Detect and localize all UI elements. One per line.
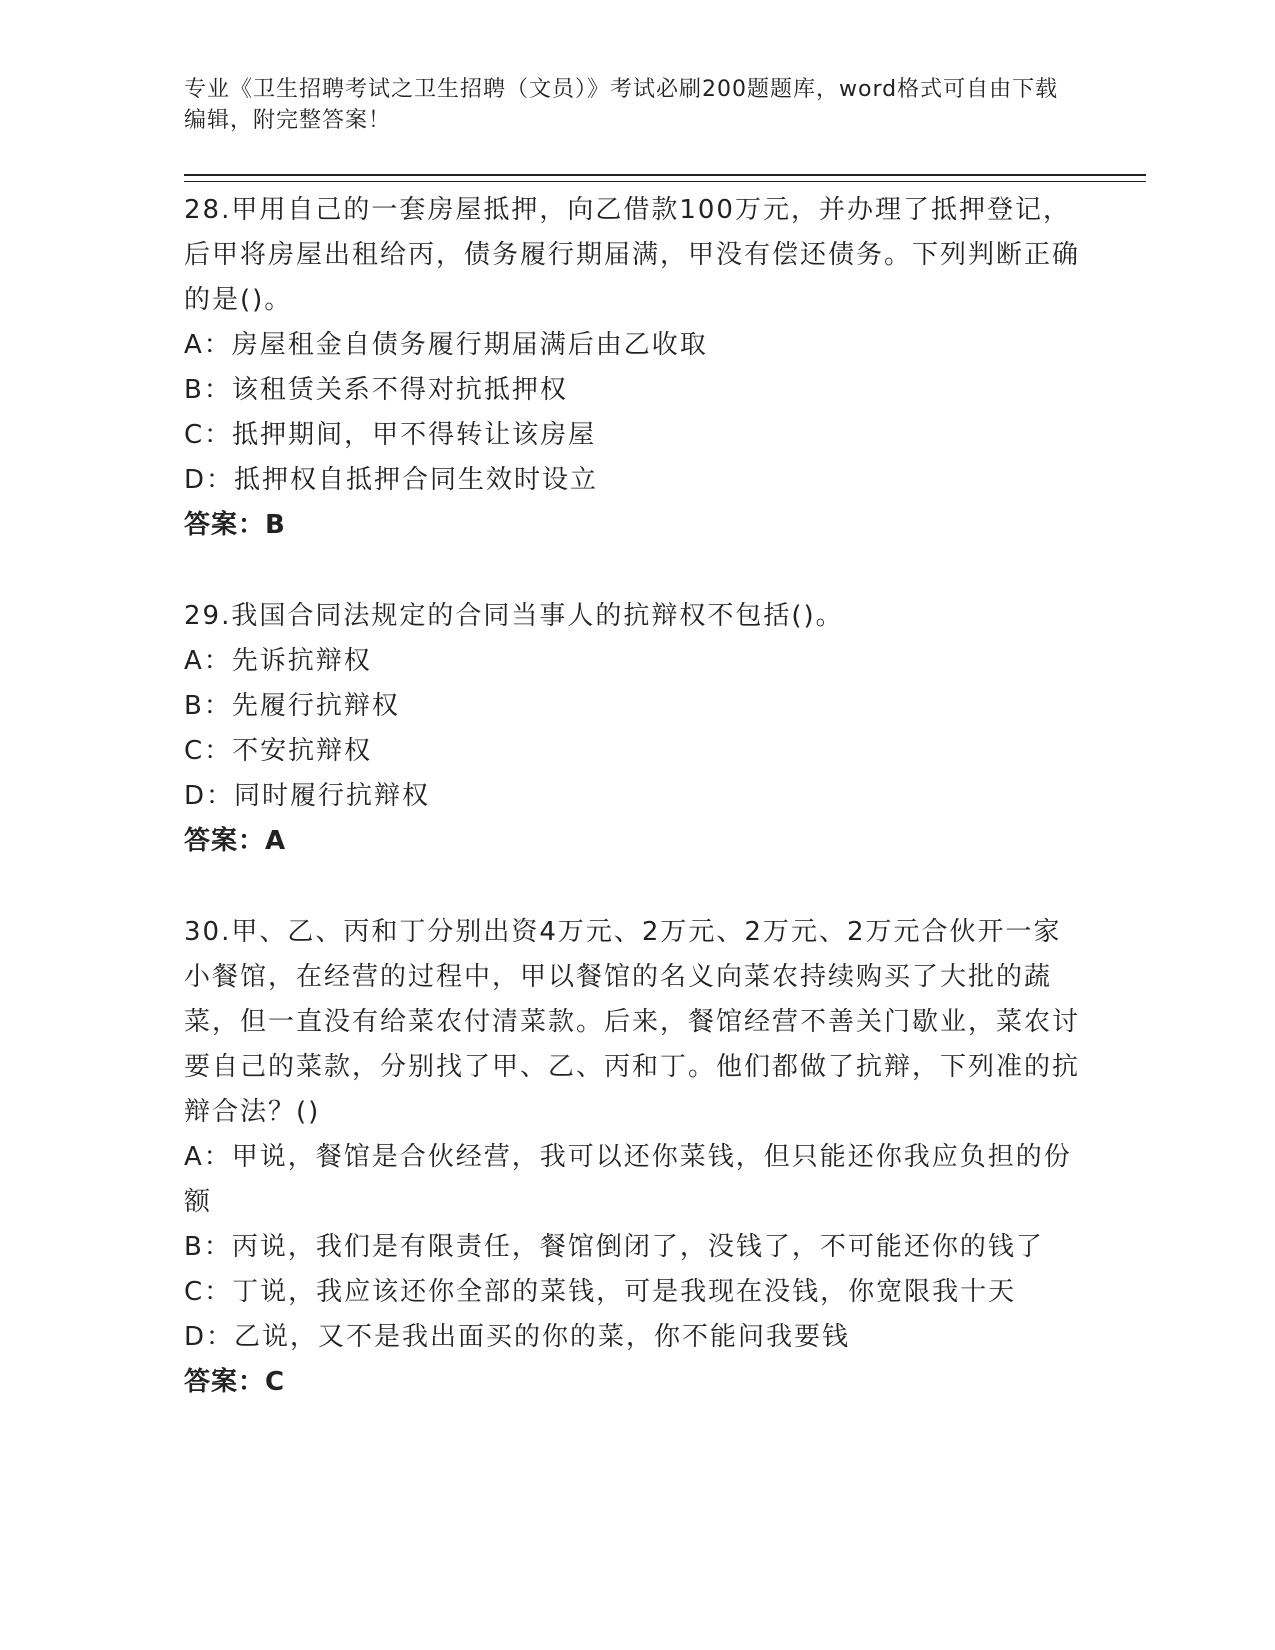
answer-line: 答案：B: [184, 510, 286, 540]
option-d: D：抵押权自抵押合同生效时设立: [184, 465, 599, 495]
answer-line: 答案：C: [184, 1367, 286, 1397]
option-a: A：甲说，餐馆是合伙经营，我可以还你菜钱，但只能还你我应负担的份额: [184, 1142, 1072, 1217]
option-c: C：丁说，我应该还你全部的菜钱，可是我现在没钱，你宽限我十天: [184, 1277, 1017, 1307]
option-c: C：抵押期间，甲不得转让该房屋: [184, 420, 597, 450]
question-30: [184, 910, 1084, 1405]
header-rule-thick: [184, 174, 1146, 176]
question-spacer: [184, 864, 1084, 910]
option-d: D：乙说，又不是我出面买的你的菜，你不能问我要钱: [184, 1322, 851, 1352]
question-29: [184, 594, 1084, 864]
question-spacer: [184, 548, 1084, 594]
option-c: C：不安抗辩权: [184, 736, 373, 766]
header-rule-thin: [184, 181, 1146, 182]
question-stem: 29.我国合同法规定的合同当事人的抗辩权不包括()。: [184, 601, 844, 631]
option-d: D：同时履行抗辩权: [184, 781, 431, 811]
question-28: [184, 188, 1084, 548]
document-header: 专业《卫生招聘考试之卫生招聘（文员）》考试必刷200题题库，word格式可自由下载编辑，附完整答案！: [184, 77, 1059, 133]
question-list: [184, 188, 1084, 1405]
question-stem: 30.甲、乙、丙和丁分别出资4万元、2万元、2万元、2万元合伙开一家小餐馆，在经营的过程中，甲以餐馆的名义向菜农持续购买了大批的蔬菜，但一直没有给菜农付清菜款。后来，餐馆经营不善关门歇业，菜农讨要自己的菜款，分别找了甲、乙、丙和丁。他们都做了抗辩，下列准的抗辩合法？(): [184, 917, 1081, 1127]
option-a: A：先诉抗辩权: [184, 646, 372, 676]
option-b: B：先履行抗辩权: [184, 691, 400, 721]
question-stem: 28.甲用自己的一套房屋抵押，向乙借款100万元，并办理了抵押登记，后甲将房屋出租给丙，债务履行期届满，甲没有偿还债务。下列判断正确的是()。: [184, 195, 1081, 315]
option-b: B：该租赁关系不得对抗抵押权: [184, 375, 568, 405]
answer-line: 答案：A: [184, 826, 287, 856]
option-b: B：丙说，我们是有限责任，餐馆倒闭了，没钱了，不可能还你的钱了: [184, 1232, 1044, 1262]
option-a: A：房屋租金自债务履行期届满后由乙收取: [184, 330, 708, 360]
